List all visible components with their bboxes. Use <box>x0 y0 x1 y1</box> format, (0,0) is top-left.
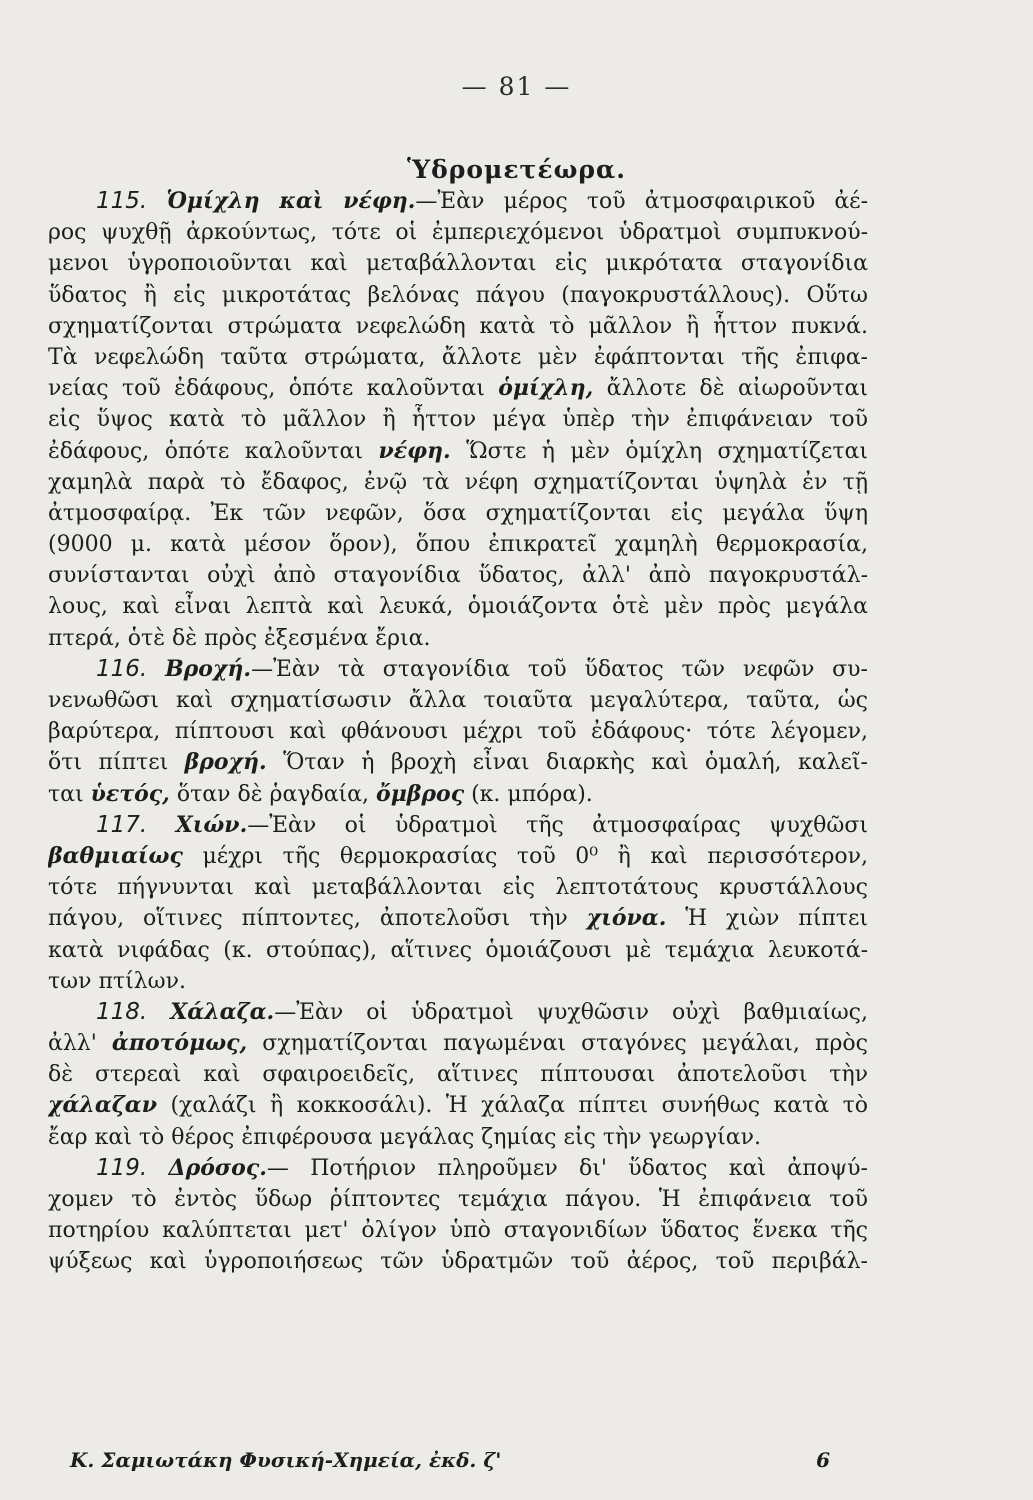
text-run: νενωθῶσι καὶ σχηματίσωσιν ἄλλα τοιαῦτα μεγαλύτερα, ταῦτα, ὡς <box>48 688 868 713</box>
text-run: Τὰ νεφελώδη ταῦτα στρώματα, ἄλλοτε μὲν ἐφάπτονται τῆς ἐπιφα- <box>48 344 868 370</box>
page-number: — 81 — <box>461 72 572 101</box>
text-run: χομεν τὸ ἐντὸς ὕδωρ ῥίπτοντες τεμάχια πάγου. Ἡ ἐπιφάνεια τοῦ <box>48 1187 868 1212</box>
text-run: (χαλάζι ἢ κοκκοσάλι). Ἡ χάλαζα πίπτει συνήθως κατὰ τὸ <box>156 1093 868 1119</box>
text-line <box>48 685 868 716</box>
text-run: νείας τοῦ ἐδάφους, ὁπότε καλοῦνται <box>48 376 499 402</box>
text-run: ὅτι πίπτει <box>48 750 185 776</box>
text-run: ἀλλ' <box>48 1031 112 1057</box>
text-line <box>48 342 868 373</box>
text-line <box>48 841 868 872</box>
text-run: (κ. μπόρα). <box>464 781 593 807</box>
text-run <box>147 813 175 838</box>
text-run: σχηματίζονται στρώματα νεφελώδη κατὰ τὸ μᾶλλον ἢ ἧττον πυκνά. <box>48 313 868 339</box>
paragraph-first-line <box>48 810 868 841</box>
text-run: ἐδάφους, ὁπότε καλοῦνται <box>48 438 379 464</box>
text-run: ποτηρίου καλύπτεται μετ' ὀλίγον ὑπὸ σταγονιδίων ὕδατος ἕνεκα τῆς <box>48 1218 868 1244</box>
text-run: —Ἐὰν οἱ ὑδρατμοὶ τῆς ἀτμοσφαίρας ψυχθῶσι <box>247 812 868 838</box>
text-line <box>48 623 868 654</box>
text-line <box>48 373 868 404</box>
text-line <box>48 903 868 934</box>
text-line <box>48 935 868 966</box>
text-run: εἰς ὕψος κατὰ τὸ μᾶλλον ἢ ἧττον μέγα ὑπὲρ τὴν ἐπιφάνειαν τοῦ <box>48 407 868 433</box>
section-number: 115. <box>96 188 148 214</box>
text-run: — Ποτήριον πληροῦμεν δι' ὕδατος καὶ ἀποψύ- <box>266 1155 868 1181</box>
text-line <box>48 217 868 248</box>
text-line <box>48 467 868 498</box>
text-run: ἀτμοσφαίρᾳ. Ἐκ τῶν νεφῶν, ὅσα σχηματίζονται εἰς μεγάλα ὕψη <box>48 500 868 526</box>
paragraph-first-line <box>48 1153 868 1184</box>
text-run: βαρύτερα, πίπτουσι καὶ φθάνουσι μέχρι τοῦ ἐδάφους· τότε λέγομεν, <box>48 719 868 745</box>
text-run: μέχρι τῆς θερμοκρασίας τοῦ 0⁰ ἢ καὶ περισσότερον, <box>182 843 868 869</box>
text-line <box>48 529 868 560</box>
key-term: ὄμβρος <box>376 780 465 807</box>
key-term: ὁμίχλη, <box>498 375 594 402</box>
paragraph-first-line <box>48 186 868 217</box>
key-term: Βροχή. <box>165 655 252 682</box>
text-run: (9000 μ. κατὰ μέσον ὅρον), ὅπου ἐπικρατεῖ χαμηλὴ θερμοκρασία, <box>48 532 868 558</box>
text-run: ψύξεως καὶ ὑγροποιήσεως τῶν ὑδρατμῶν τοῦ ἀέρος, τοῦ περιβάλ- <box>48 1249 868 1275</box>
text-line <box>48 966 868 997</box>
key-term: Ὁμίχλη καὶ νέφη. <box>166 188 416 214</box>
page-footer <box>70 1448 830 1472</box>
text-run <box>147 657 165 682</box>
text-run: —Ἐὰν οἱ ὑδρατμοὶ ψυχθῶσιν οὐχὶ βαθμιαίως, <box>274 999 868 1025</box>
section-number: 118. <box>96 998 148 1025</box>
paragraph-first-line <box>48 997 868 1028</box>
paragraph-first-line <box>48 654 868 685</box>
text-line <box>48 872 868 903</box>
text-line <box>48 280 868 311</box>
key-term: ὑετός, <box>90 780 170 807</box>
text-run: κατὰ νιφάδας (κ. στούπας), αἵτινες ὁμοιάζουσι μὲ τεμάχια λευκοτά- <box>48 937 868 963</box>
text-line <box>48 1059 868 1090</box>
key-term: βαθμιαίως <box>48 842 183 869</box>
text-run: συνίστανται οὐχὶ ἀπὸ σταγονίδια ὕδατος, ἀλλ' ἀπὸ παγοκρυστάλ- <box>48 563 868 589</box>
text-line <box>48 716 868 747</box>
key-term: χιόνα. <box>586 905 667 932</box>
text-run: Ὅταν ἡ βροχὴ εἶναι διαρκὴς καὶ ὁμαλή, καλεῖ- <box>266 750 868 776</box>
chapter-heading: Ὑδρομετέωρα. <box>407 155 626 184</box>
text-run: χαμηλὰ παρὰ τὸ ἔδαφος, ἐνῷ τὰ νέφη σχηματίζονται ὑψηλὰ ἐν τῇ <box>48 469 868 495</box>
text-run <box>147 1000 170 1025</box>
text-run: Ἡ χιὼν πίπτει <box>666 906 868 932</box>
key-term: Δρόσος. <box>168 1154 267 1181</box>
text-line <box>48 1090 868 1121</box>
text-line <box>48 248 868 279</box>
text-run: ὅταν δὲ ῥαγδαία, <box>169 781 377 807</box>
text-run: —Ἐὰν τὰ σταγονίδια τοῦ ὕδατος τῶν νεφῶν συ- <box>251 656 868 682</box>
text-run: δὲ στερεαὶ καὶ σφαιροειδεῖς, αἵτινες πίπτουσαι ἀποτελοῦσι τὴν <box>48 1062 868 1088</box>
text-run: πάγου, οἵτινες πίπτοντες, ἀποτελοῦσι τὴν <box>48 906 587 932</box>
footer-book-title: Κ. Σαμιωτάκη Φυσική-Χημεία, ἐκδ. ζ' <box>70 1448 502 1472</box>
footer-signature-mark: 6 <box>816 1448 830 1472</box>
text-run <box>147 1156 168 1181</box>
text-line <box>48 1122 868 1153</box>
text-line <box>48 560 868 591</box>
text-line <box>48 1246 868 1277</box>
key-term: βροχή. <box>184 749 267 776</box>
text-line <box>48 591 868 622</box>
text-line <box>48 311 868 342</box>
key-term: Χιών. <box>175 811 248 838</box>
key-term: ἀποτόμως, <box>111 1030 248 1057</box>
section-number: 117. <box>96 811 148 838</box>
text-line <box>48 1028 868 1059</box>
text-line <box>48 747 868 778</box>
text-run: —Ἐὰν μέρος τοῦ ἀτμοσφαιρικοῦ ἀέ- <box>415 189 868 214</box>
text-line <box>48 404 868 435</box>
text-run: πτερά, ὁτὲ δὲ πρὸς ἐξεσμένα ἔρια. <box>48 625 431 651</box>
text-run: μενοι ὑγροποιοῦνται καὶ μεταβάλλονται εἰς μικρότατα σταγονίδια <box>48 251 868 277</box>
text-run: λους, καὶ εἶναι λεπτὰ καὶ λευκά, ὁμοιάζοντα ὁτὲ μὲν πρὸς μεγάλα <box>48 594 868 620</box>
text-line <box>48 1215 868 1246</box>
section-number: 119. <box>96 1154 148 1181</box>
text-run: ὕδατος ἢ εἰς μικροτάτας βελόνας πάγου (παγοκρυστάλλους). Οὕτω <box>48 282 868 308</box>
text-line <box>48 498 868 529</box>
text-run <box>147 189 166 214</box>
text-run: τότε πήγνυνται καὶ μεταβάλλονται εἰς λεπτοτάτους κρυστάλλους <box>48 875 868 901</box>
body-text <box>48 186 868 1278</box>
text-run: ἔαρ καὶ τὸ θέρος ἐπιφέρουσα μεγάλας ζημίας εἰς τὴν γεωργίαν. <box>48 1124 761 1150</box>
text-run: ρος ψυχθῇ ἀρκούντως, τότε οἱ ἐμπεριεχόμενοι ὑδρατμοὶ συμπυκνού- <box>48 220 868 246</box>
key-term: Χάλαζα. <box>170 998 275 1025</box>
text-run: ἄλλοτε δὲ αἰωροῦνται <box>593 376 868 402</box>
text-line <box>48 1184 868 1215</box>
text-run: Ὥστε ἡ μὲν ὁμίχλη σχηματίζεται <box>450 438 868 464</box>
key-term: χάλαζαν <box>48 1092 157 1119</box>
text-run: των πτίλων. <box>48 968 186 994</box>
text-run: ται <box>48 781 91 807</box>
text-line <box>48 436 868 467</box>
text-run: σχηματίζονται παγωμέναι σταγόνες μεγάλαι, πρὸς <box>247 1031 868 1057</box>
section-number: 116. <box>96 655 148 682</box>
text-line <box>48 779 868 810</box>
key-term: νέφη. <box>378 437 451 464</box>
